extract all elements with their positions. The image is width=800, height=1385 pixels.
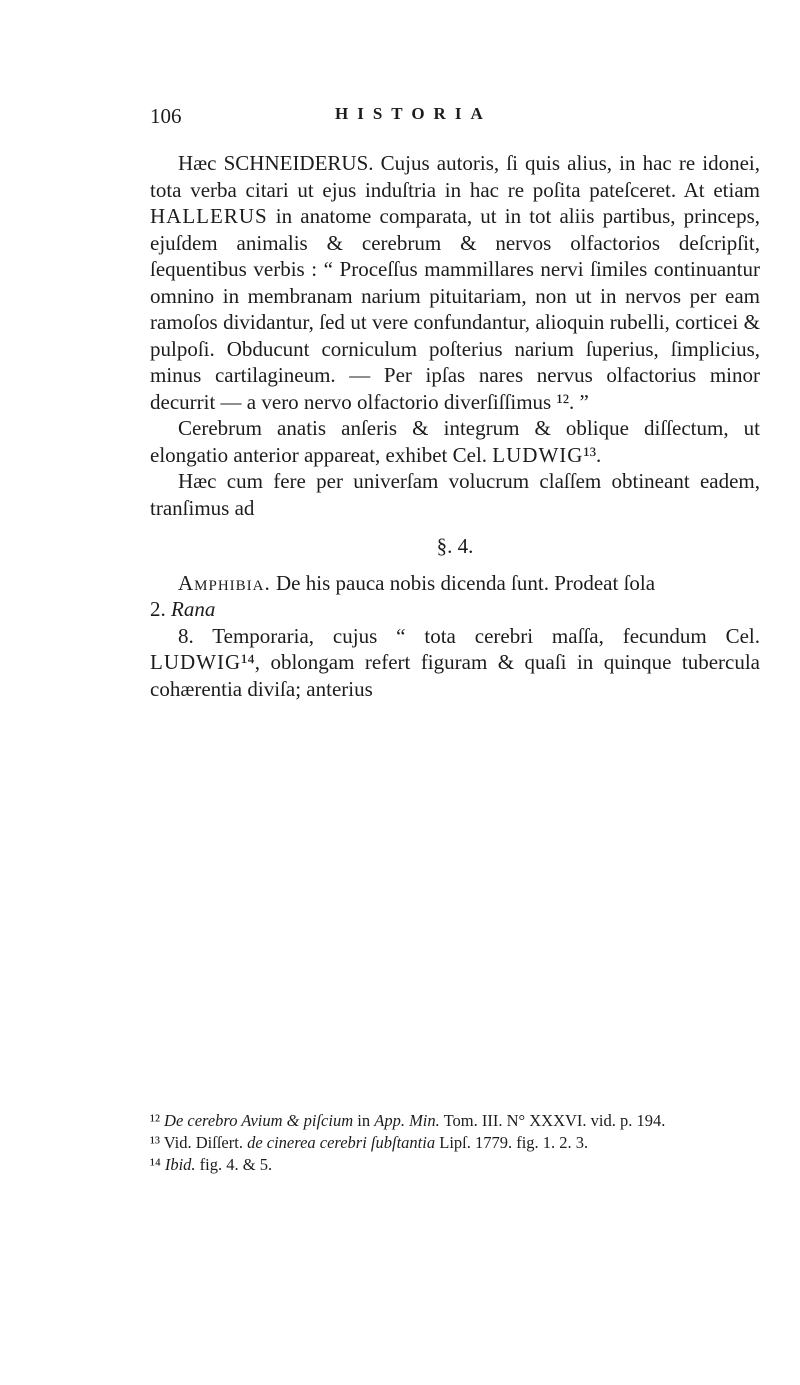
footnote-text: Lipſ. 1779. fig. 1. 2. 3. — [439, 1133, 589, 1152]
paragraph-text: Temporaria, cujus “ tota cerebri maſſa, fecundum Cel. — [212, 623, 760, 648]
footnote-mark: ¹⁴ — [150, 1155, 161, 1174]
paragraph-cerebrum — [150, 415, 760, 468]
footnote-title: De cerebro Avium & piſcium — [164, 1111, 354, 1130]
paragraph-text: in anatome comparata, ut in tot aliis partibus, princeps, ejuſdem animalis & cerebrum & nervos olfactorios deſcripſit, ſequentibus verbis : “ Proceſſus mammillares nervi ſimiles continuantur omnino in membranam narium pituitariam, non ut in nervos per eam ramoſos dividantur, ſed ut vere confundantur, alioquin rubelli, corticei & pulpoſi. Obducunt corniculum poſterius narium ſuperius, ſimplicius, minus cartilagineum. — Per ipſas nares nervus olfactorius minor decurrit — a vero nervo olfactorio diverſiſſimus ¹². ” — [150, 204, 761, 414]
footnote — [150, 1132, 760, 1154]
species-number: 8. — [178, 623, 194, 648]
paragraph-temporaria — [150, 623, 760, 703]
genus-title: Rana — [171, 597, 216, 621]
footnote-mark: ¹³ — [150, 1133, 160, 1152]
footnote — [150, 1110, 760, 1132]
footnote-text: fig. 4. & 5. — [199, 1155, 273, 1174]
footnotes — [150, 1110, 760, 1176]
footnote-journal: App. Min. — [374, 1111, 440, 1130]
running-head: HISTORIA — [335, 104, 492, 123]
footnote — [150, 1154, 760, 1176]
paragraph-schneiderus — [150, 150, 760, 415]
author-name-ludwig: LUDWIG — [492, 442, 584, 467]
genus-heading — [150, 596, 760, 623]
footnote-text: Vid. Diſſert. — [163, 1133, 243, 1152]
paragraph-text: ¹⁴, oblongam refert figuram & quaſi in quinque tubercula cohærentia diviſa; anterius — [150, 650, 760, 701]
footnote-text: Tom. III. N° XXXVI. vid. p. 194. — [443, 1111, 666, 1130]
footnote-text: in — [357, 1111, 371, 1130]
author-name: Hæc SCHNEIDERUS. — [178, 151, 374, 175]
section-heading: §. 4. — [436, 534, 474, 558]
paragraph-text: Cerebrum anatis anſeris & integrum & oblique diſſectum, ut elongatio anterior appareat, exhibet Cel. — [150, 416, 760, 467]
class-name: Amphibia. — [178, 570, 271, 595]
genus-number: 2. — [150, 597, 166, 621]
footnote-title: de cinerea cerebri ſubſtantia — [247, 1133, 436, 1152]
paragraph-text: De his pauca nobis dicenda ſunt. Prodeat ſola — [276, 570, 656, 595]
paragraph-amphibia — [150, 570, 760, 597]
note-reference: ¹³. — [583, 442, 602, 467]
main-text — [150, 150, 760, 702]
author-name-ludwig: LUDWIG — [150, 650, 242, 674]
author-name-haller: HALLERUS — [150, 204, 268, 228]
footnote-title: Ibid. — [164, 1155, 196, 1174]
footnote-mark: ¹² — [150, 1111, 160, 1130]
paragraph-text: Cujus autoris, ſi quis alius, in hac re idonei, tota verba citari ut ejus induſtria in hac re poſita pateſceret. At etiam — [150, 151, 760, 202]
page-number: 106 — [150, 104, 182, 128]
paragraph-text: Hæc cum fere per univerſam volucrum claſſem obtineant eadem, tranſimus ad — [150, 469, 760, 520]
paragraph-transition — [150, 468, 760, 521]
page-header — [150, 104, 610, 134]
